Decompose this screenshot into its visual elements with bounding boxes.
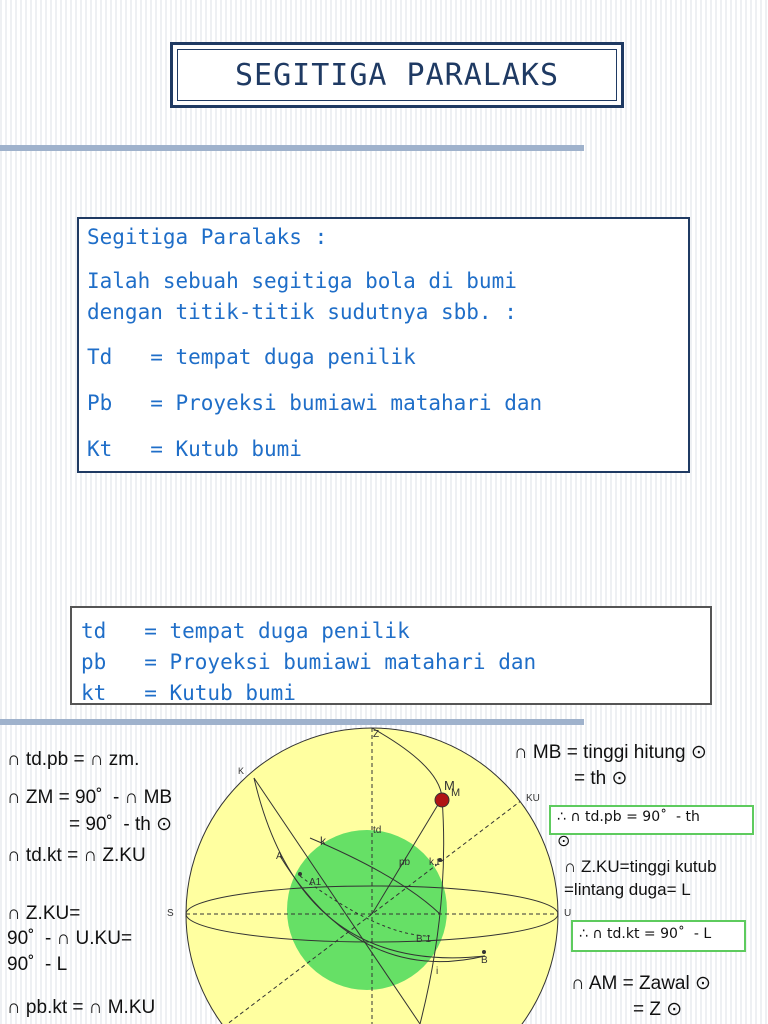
label-m2: M (451, 787, 461, 799)
summary-box (70, 606, 712, 705)
page-title: SEGITIGA PARALAKS (177, 49, 617, 101)
label-a1: A1 (309, 877, 322, 888)
label-u: U (564, 908, 572, 919)
formula-mb-th: = th ⊙ (574, 768, 628, 789)
label-a: A (276, 851, 283, 862)
definition-item-pb: Pb = Proyeksi bumiawi matahari dan (87, 391, 543, 415)
formula-mb: ∩ MB = tinggi hitung ⊙ (514, 742, 707, 763)
label-i: i (436, 966, 439, 977)
divider-top (0, 145, 584, 151)
label-ku: KU (526, 793, 540, 804)
formula-am: ∩ AM = Zawal ⊙ (571, 973, 711, 994)
formula-zm-result: = 90˚ - th ⊙ (69, 814, 173, 835)
formula-am-z: = Z ⊙ (633, 999, 683, 1020)
definition-intro-line1: Ialah sebuah segitiga bola di bumi (87, 269, 517, 293)
formula-zku-line3: 90˚ - L (7, 954, 68, 975)
formula-zku-tinggi: ∩ Z.KU=tinggi kutub (564, 857, 717, 876)
formula-zku-line2: 90˚ - ∩ U.KU= (7, 928, 133, 949)
result-box-td-pb: ∴ ∩ td.pb = 90˚ - th (549, 805, 754, 835)
sun-marker (435, 793, 449, 807)
label-m: M (444, 778, 455, 793)
formula-lintang: =lintang duga= L (564, 880, 691, 899)
label-pb: pb (399, 857, 411, 868)
a1-point (298, 872, 302, 876)
formula-pb-kt: ∩ pb.kt = ∩ M.KU (7, 997, 156, 1018)
formula-zku: ∩ Z.KU= (7, 903, 81, 924)
definition-box (77, 217, 690, 473)
formula-td-pb: ∩ td.pb = ∩ zm. (7, 749, 140, 770)
summary-item-td: td = tempat duga penilik (81, 619, 410, 643)
b-point (482, 950, 486, 954)
formula-td-kt: ∩ td.kt = ∩ Z.KU (7, 845, 146, 866)
summary-item-pb: pb = Proyeksi bumiawi matahari dan (81, 650, 537, 674)
label-b: B (481, 955, 488, 966)
definition-item-td: Td = tempat duga penilik (87, 345, 416, 369)
earth-circle (287, 830, 447, 990)
label-td: td (373, 825, 382, 836)
label-z: Z (373, 729, 380, 740)
title-box (170, 42, 624, 108)
definition-item-kt: Kt = Kutub bumi (87, 437, 302, 461)
label-k-upper: K (238, 766, 245, 776)
formula-zm: ∩ ZM = 90˚ - ∩ MB (7, 787, 173, 808)
divider-bottom (0, 719, 584, 725)
summary-item-kt: kt = Kutub bumi (81, 681, 296, 705)
definition-heading: Segitiga Paralaks : (87, 225, 328, 249)
label-b1: B 1 (416, 934, 432, 945)
result-box-td-pb-tail: ⊙ (557, 833, 571, 850)
label-s: S (167, 908, 174, 919)
label-kt: k,t (429, 857, 440, 868)
definition-intro-line2: dengan titik-titik sudutnya sbb. : (87, 300, 517, 324)
label-k-small: k (320, 834, 326, 848)
result-box-td-kt: ∴ ∩ td.kt = 90˚ - L (571, 920, 746, 952)
